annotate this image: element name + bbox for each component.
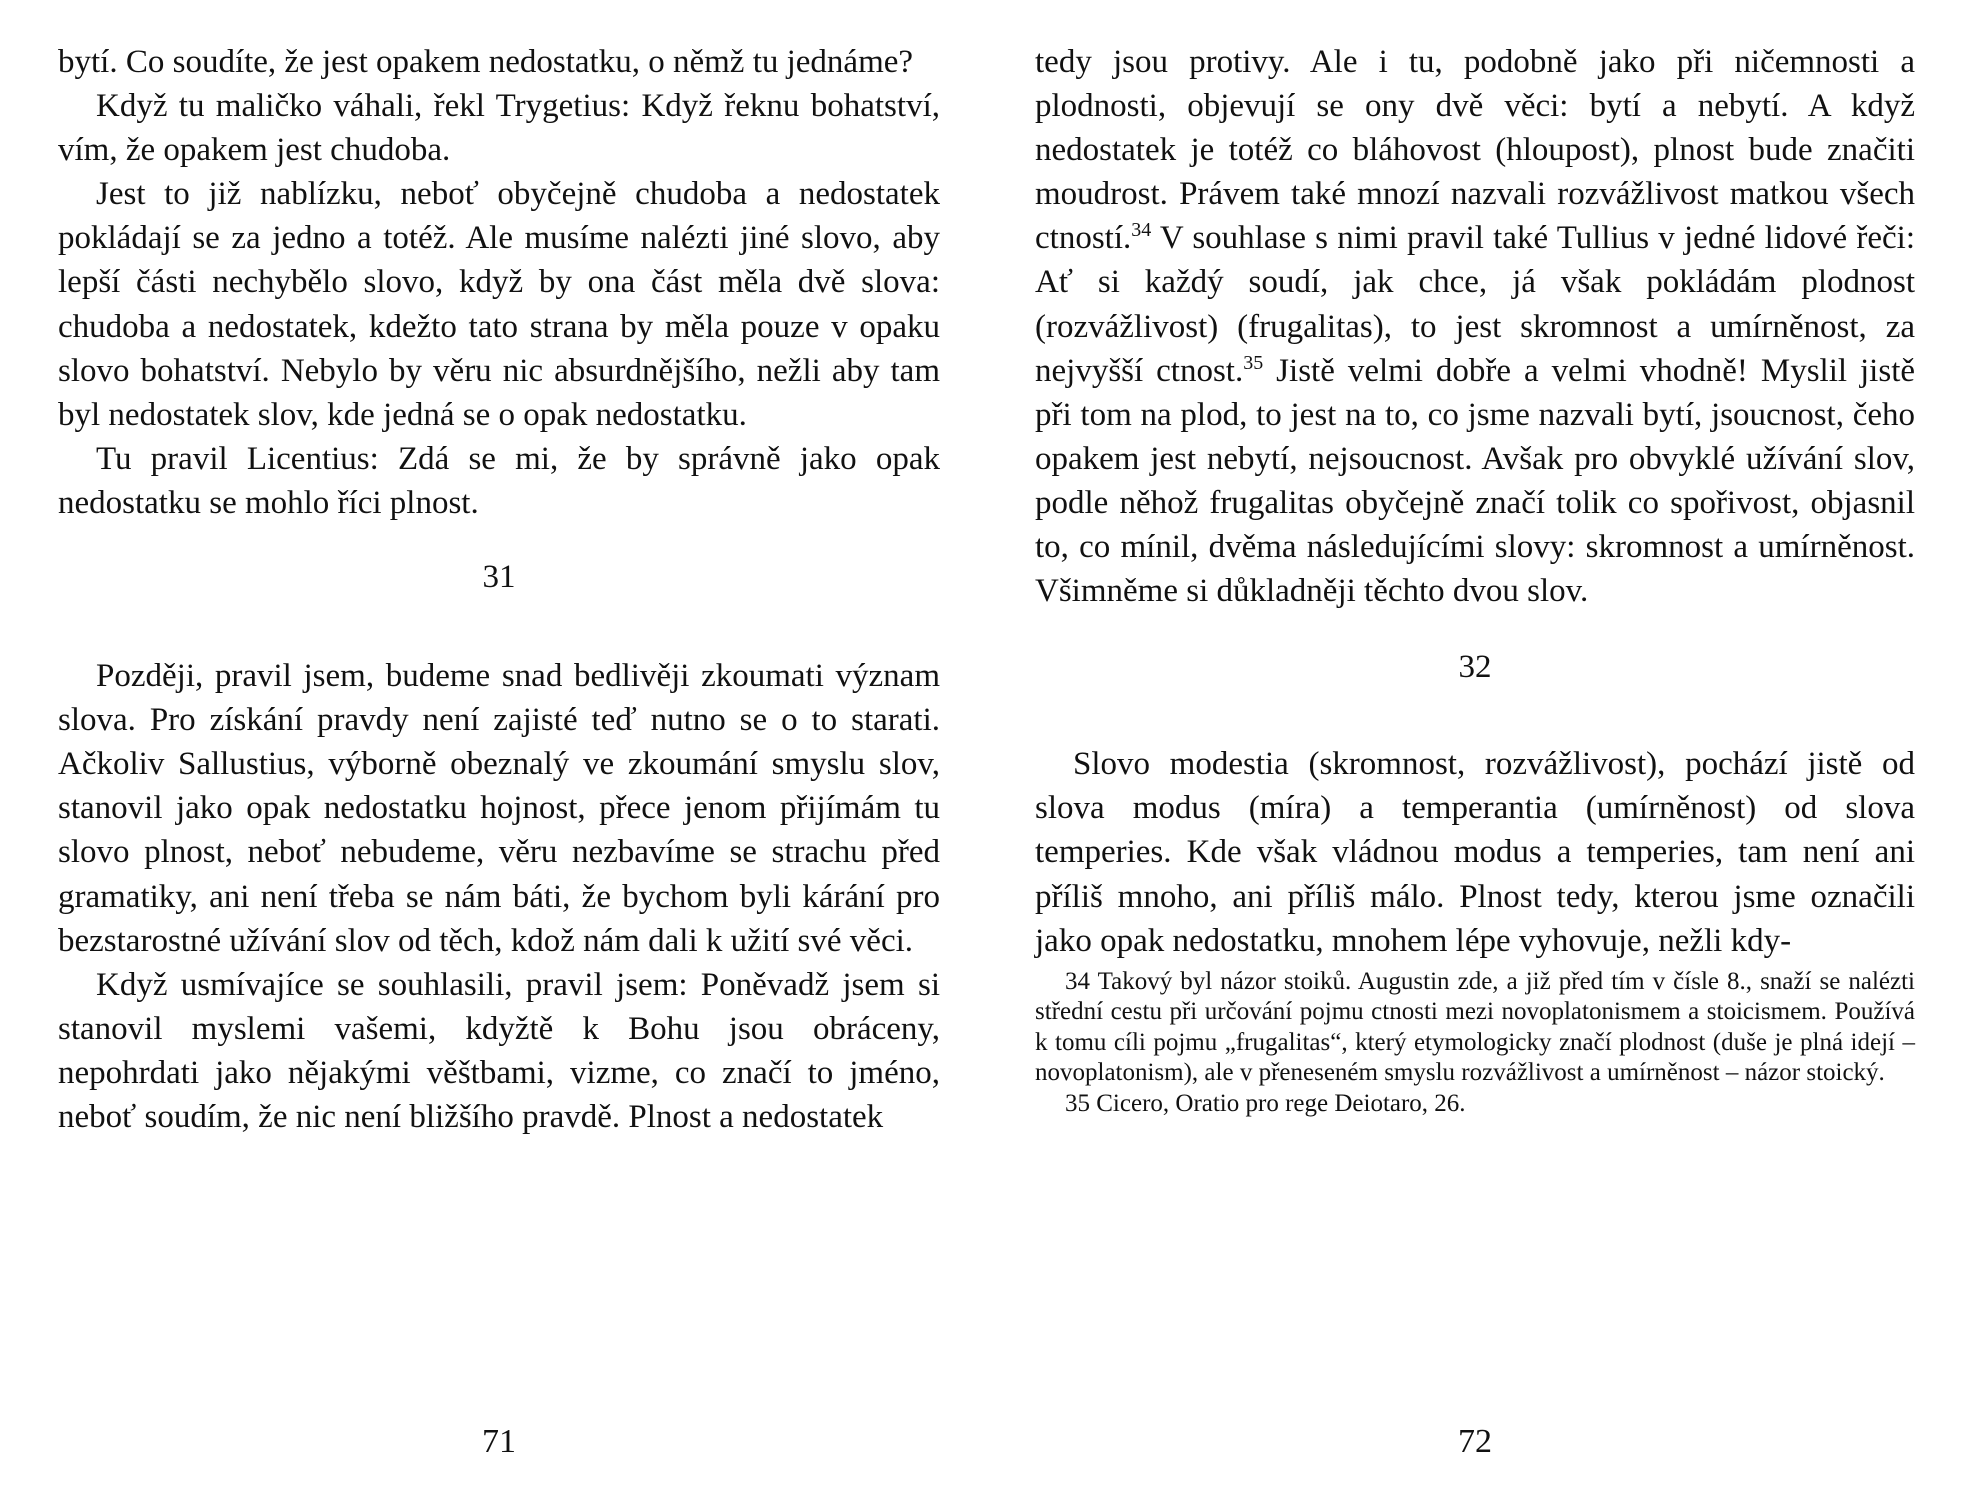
footnote-ref-34: 34 — [1131, 219, 1152, 242]
right-paragraph-1-part-c: Jistě velmi dobře a velmi vhodně! Myslil jistě při tom na plod, to jest na to, co jsme nazvali bytí, jsoucnost, čeho opakem jest nebytí, nejsoucnost. Avšak pro obvyklé užívání slov, podle něhož frugalitas obyčejně značí tolik co spořivost, objasnil to, co mínil, dvěma následujícími slovy: skromnost a umírněnost. Všimněme si důkladněji těchto dvou slov. — [1035, 352, 1916, 610]
left-page — [58, 40, 940, 1460]
page-number-right: 72 — [1458, 1423, 1492, 1460]
right-paragraph-1 — [1035, 40, 1915, 613]
left-paragraph-4: Tu pravil Licentius: Zdá se mi, že by správně jako opak nedostatku se mohlo říci plnost. — [58, 440, 940, 521]
left-section-paragraph-2: Když usmívajíce se souhlasili, pravil jsem: Poněvadž jsem si stanovil myslemi vašemi, kdyžtě k Bohu jsou obráceny, nepohrdati jako nějakými věštbami, vizme, co značí to jméno, neboť soudím, že nic není bližšího pravdě. Plnost a nedostatek — [58, 966, 940, 1135]
left-paragraph-1: bytí. Co soudíte, že jest opakem nedostatku, o němž tu jednáme? — [58, 44, 914, 80]
page-number-left: 71 — [482, 1423, 516, 1460]
right-paragraph-1-part-a: tedy jsou protivy. Ale i tu, podobně jako při ničemnosti a plodnosti, objevují se ony dvě věci: bytí a nebytí. A když nedostatek je totéž co bláhovost (hloupost), plnost bude značiti moudrost. Právem také mnozí nazvali rozvážlivost matkou všech ctností. — [1035, 44, 1915, 257]
footnote-ref-35: 35 — [1243, 351, 1264, 374]
left-section-paragraph-1: Později, pravil jsem, budeme snad bedlivěji zkoumati význam slova. Pro získání pravdy není zajisté teď nutno se o to starati. Ačkoliv Sallustius, výborně obeznalý ve zkoumání smyslu slov, stanovil jako opak nedostatku hojnost, přece jenom přijímám tu slovo plnost, neboť nebudeme, věru nezbavíme se strachu před gramatiky, ani není třeba se nám báti, že bychom byli kárání pro bezstarostné užívání slov od těch, kdož nám dali k užití své věci. — [58, 658, 940, 959]
footnote-34: 34 Takový byl názor stoiků. Augustin zde, a již před tím v čísle 8., snaží se nalézti střední cestu při určování pojmu ctnosti mezi novoplatonismem a stoicismem. Používá k tomu cíli pojmu „frugalitas“, který etymologicky značí plodnost (duše je plná idejí – novoplatonism), ale v přeneseném smyslu rozvážlivost a umírněnost – názor stoický. — [1035, 967, 1915, 1087]
right-section-paragraph: Slovo modestia (skromnost, rozvážlivost), pochází jistě od slova modus (míra) a temperantia (umírněnost) od slova temperies. Kde však vládnou modus a temperies, tam není ani příliš mnoho, ani příliš málo. Plnost tedy, kterou jsme označili jako opak nedostatku, mnohem lépe vyhovuje, nežli kdy- — [1035, 746, 1915, 959]
footnote-35: 35 Cicero, Oratio pro rege Deiotaro, 26. — [1065, 1089, 1466, 1117]
section-number-31: 31 — [482, 559, 516, 596]
section-number-32: 32 — [1458, 649, 1492, 686]
left-paragraph-3: Jest to již nablízku, neboť obyčejně chudoba a nedostatek pokládají se za jedno a totéž. Ale musíme nalézti jiné slovo, aby lepší části nechybělo slovo, když by ona část měla dvě slova: chudoba a nedostatek, kdežto tato strana by měla pouze v opaku slovo bohatství. Nebylo by věru nic absurdnějšího, nežli aby tam byl nedostatek slov, kde jedná se o opak nedostatku. — [58, 176, 940, 433]
right-paragraph-1-part-b: V souhlase s nimi pravil také Tullius v jedné lidové řeči: Ať si každý soudí, jak chce, já však pokládám plodnost (rozvážlivost) (frugalitas), to jest skromnost a umírněnost, za nejvyšší ctnost. — [1035, 220, 1915, 389]
footnotes — [1035, 967, 1915, 1120]
right-page — [1035, 40, 1916, 1460]
left-paragraph-2: Když tu maličko váhali, řekl Trygetius: Když řeknu bohatství, vím, že opakem jest chudoba. — [58, 88, 940, 169]
